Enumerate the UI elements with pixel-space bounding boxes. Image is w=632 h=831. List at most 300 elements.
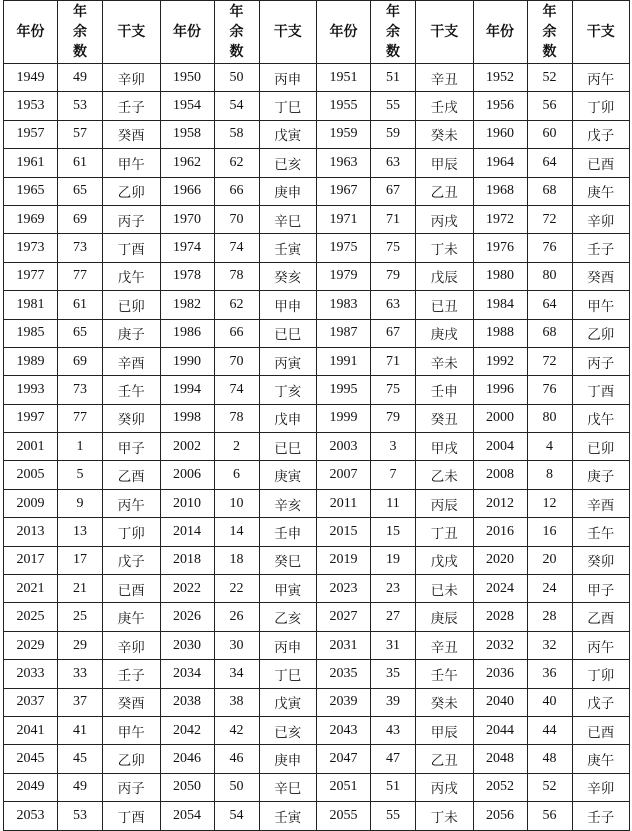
cell-remainder: 74 [214, 234, 259, 262]
cell-ganzhi: 丁卯 [572, 660, 630, 688]
cell-ganzhi: 戊子 [103, 546, 161, 574]
table-row [4, 205, 630, 233]
cell-ganzhi: 癸巳 [259, 546, 317, 574]
cell-remainder: 79 [371, 404, 416, 432]
cell-ganzhi: 丙戌 [416, 773, 474, 801]
cell-year: 2043 [317, 716, 371, 744]
cell-ganzhi: 已卯 [572, 433, 630, 461]
cell-ganzhi: 已卯 [103, 291, 161, 319]
header-ganzhi: 干支 [259, 1, 317, 64]
cell-remainder: 23 [371, 575, 416, 603]
cell-remainder: 51 [371, 773, 416, 801]
cell-ganzhi: 辛卯 [103, 631, 161, 659]
cell-remainder: 26 [214, 603, 259, 631]
cell-year: 1957 [4, 120, 58, 148]
cell-remainder: 47 [371, 745, 416, 773]
cell-year: 2014 [160, 518, 214, 546]
cell-remainder: 66 [214, 319, 259, 347]
cell-year: 2004 [473, 433, 527, 461]
cell-remainder: 33 [58, 660, 103, 688]
cell-ganzhi: 已亥 [259, 716, 317, 744]
cell-remainder: 2 [214, 433, 259, 461]
cell-year: 1995 [317, 376, 371, 404]
cell-remainder: 39 [371, 688, 416, 716]
cell-ganzhi: 丁未 [416, 802, 474, 830]
table-row [4, 489, 630, 517]
cell-ganzhi: 丙申 [259, 631, 317, 659]
cell-year: 2036 [473, 660, 527, 688]
cell-year: 2016 [473, 518, 527, 546]
cell-year: 1980 [473, 262, 527, 290]
cell-remainder: 18 [214, 546, 259, 574]
cell-ganzhi: 戊申 [259, 404, 317, 432]
cell-ganzhi: 癸亥 [259, 262, 317, 290]
table-row [4, 177, 630, 205]
cell-ganzhi: 戊戌 [416, 546, 474, 574]
table-row [4, 120, 630, 148]
cell-ganzhi: 丁酉 [103, 234, 161, 262]
cell-year: 1951 [317, 64, 371, 92]
cell-ganzhi: 甲子 [103, 433, 161, 461]
cell-ganzhi: 戊寅 [259, 688, 317, 716]
cell-ganzhi: 戊午 [572, 404, 630, 432]
cell-year: 1993 [4, 376, 58, 404]
cell-year: 1959 [317, 120, 371, 148]
cell-year: 2048 [473, 745, 527, 773]
cell-ganzhi: 丙申 [259, 64, 317, 92]
table-row [4, 347, 630, 375]
cell-ganzhi: 乙丑 [416, 745, 474, 773]
cell-year: 2031 [317, 631, 371, 659]
cell-ganzhi: 丁卯 [572, 92, 630, 120]
table-row [4, 433, 630, 461]
cell-year: 1967 [317, 177, 371, 205]
cell-ganzhi: 甲午 [103, 149, 161, 177]
cell-remainder: 34 [214, 660, 259, 688]
cell-remainder: 1 [58, 433, 103, 461]
header-remainder-char: 年 [73, 4, 87, 20]
header-remainder-char: 年 [229, 4, 244, 20]
cell-remainder: 70 [214, 347, 259, 375]
cell-ganzhi: 丙子 [572, 347, 630, 375]
cell-ganzhi: 癸丑 [416, 404, 474, 432]
cell-year: 1991 [317, 347, 371, 375]
cell-remainder: 69 [58, 347, 103, 375]
cell-year: 1972 [473, 205, 527, 233]
cell-ganzhi: 丁丑 [416, 518, 474, 546]
cell-ganzhi: 辛卯 [572, 205, 630, 233]
cell-ganzhi: 甲辰 [416, 149, 474, 177]
cell-ganzhi: 已酉 [572, 716, 630, 744]
cell-year: 1986 [160, 319, 214, 347]
cell-remainder: 78 [214, 262, 259, 290]
cell-remainder: 50 [214, 64, 259, 92]
cell-remainder: 80 [527, 404, 572, 432]
cell-ganzhi: 已酉 [572, 149, 630, 177]
cell-remainder: 68 [527, 319, 572, 347]
header-ganzhi: 干支 [572, 1, 630, 64]
cell-remainder: 70 [214, 205, 259, 233]
cell-ganzhi: 辛卯 [103, 64, 161, 92]
cell-remainder: 7 [371, 461, 416, 489]
cell-ganzhi: 辛巳 [259, 773, 317, 801]
cell-remainder: 61 [58, 149, 103, 177]
cell-ganzhi: 庚申 [259, 177, 317, 205]
table-row [4, 631, 630, 659]
cell-ganzhi: 丙戌 [416, 205, 474, 233]
cell-year: 2053 [4, 802, 58, 830]
cell-year: 2041 [4, 716, 58, 744]
cell-ganzhi: 乙卯 [103, 177, 161, 205]
cell-ganzhi: 庚申 [259, 745, 317, 773]
cell-ganzhi: 壬午 [572, 518, 630, 546]
cell-ganzhi: 乙卯 [103, 745, 161, 773]
cell-ganzhi: 丙午 [572, 631, 630, 659]
header-remainder-char: 年 [542, 4, 557, 20]
cell-ganzhi: 壬寅 [259, 234, 317, 262]
header-ganzhi: 干支 [416, 1, 474, 64]
cell-year: 2003 [317, 433, 371, 461]
cell-ganzhi: 丙午 [572, 64, 630, 92]
cell-year: 2018 [160, 546, 214, 574]
cell-ganzhi: 乙亥 [259, 603, 317, 631]
cell-ganzhi: 丙子 [103, 773, 161, 801]
cell-ganzhi: 丁酉 [572, 376, 630, 404]
header-remainder-char: 余 [542, 24, 557, 40]
cell-year: 1983 [317, 291, 371, 319]
cell-ganzhi: 丁亥 [259, 376, 317, 404]
cell-remainder: 31 [371, 631, 416, 659]
cell-year: 2038 [160, 688, 214, 716]
cell-ganzhi: 丁卯 [103, 518, 161, 546]
cell-ganzhi: 已未 [416, 575, 474, 603]
cell-remainder: 54 [214, 802, 259, 830]
cell-year: 2013 [4, 518, 58, 546]
cell-year: 1997 [4, 404, 58, 432]
cell-year: 2033 [4, 660, 58, 688]
cell-remainder: 52 [527, 64, 572, 92]
header-remainder-char: 余 [73, 24, 87, 40]
cell-remainder: 12 [527, 489, 572, 517]
cell-remainder: 48 [527, 745, 572, 773]
cell-ganzhi: 乙卯 [572, 319, 630, 347]
cell-year: 2049 [4, 773, 58, 801]
cell-year: 2040 [473, 688, 527, 716]
cell-ganzhi: 丁巳 [259, 660, 317, 688]
cell-ganzhi: 壬子 [572, 234, 630, 262]
cell-year: 2024 [473, 575, 527, 603]
cell-remainder: 40 [527, 688, 572, 716]
cell-ganzhi: 丁巳 [259, 92, 317, 120]
cell-year: 2009 [4, 489, 58, 517]
cell-remainder: 64 [527, 149, 572, 177]
cell-ganzhi: 癸卯 [103, 404, 161, 432]
cell-remainder: 14 [214, 518, 259, 546]
cell-remainder: 15 [371, 518, 416, 546]
cell-remainder: 17 [58, 546, 103, 574]
cell-year: 1961 [4, 149, 58, 177]
cell-year: 2046 [160, 745, 214, 773]
cell-remainder: 32 [527, 631, 572, 659]
cell-year: 1954 [160, 92, 214, 120]
cell-ganzhi: 甲寅 [259, 575, 317, 603]
cell-ganzhi: 癸卯 [572, 546, 630, 574]
cell-year: 2011 [317, 489, 371, 517]
cell-year: 1969 [4, 205, 58, 233]
table-row [4, 773, 630, 801]
cell-year: 1998 [160, 404, 214, 432]
header-remainder [527, 1, 572, 64]
cell-remainder: 67 [371, 177, 416, 205]
cell-ganzhi: 辛酉 [103, 347, 161, 375]
header-year: 年份 [4, 1, 58, 64]
cell-year: 1963 [317, 149, 371, 177]
cell-remainder: 52 [527, 773, 572, 801]
cell-remainder: 69 [58, 205, 103, 233]
cell-ganzhi: 丙子 [103, 205, 161, 233]
cell-ganzhi: 庚子 [572, 461, 630, 489]
cell-ganzhi: 壬申 [259, 518, 317, 546]
cell-year: 1964 [473, 149, 527, 177]
cell-remainder: 75 [371, 234, 416, 262]
cell-remainder: 50 [214, 773, 259, 801]
cell-year: 1958 [160, 120, 214, 148]
cell-year: 2034 [160, 660, 214, 688]
cell-ganzhi: 甲午 [103, 716, 161, 744]
cell-year: 1996 [473, 376, 527, 404]
cell-remainder: 80 [527, 262, 572, 290]
cell-ganzhi: 丁未 [416, 234, 474, 262]
header-remainder [371, 1, 416, 64]
cell-remainder: 20 [527, 546, 572, 574]
header-remainder-char: 数 [542, 44, 557, 60]
cell-remainder: 43 [371, 716, 416, 744]
cell-remainder: 36 [527, 660, 572, 688]
cell-year: 2054 [160, 802, 214, 830]
table-row [4, 64, 630, 92]
cell-ganzhi: 壬午 [103, 376, 161, 404]
cell-remainder: 61 [58, 291, 103, 319]
cell-remainder: 60 [527, 120, 572, 148]
cell-year: 1977 [4, 262, 58, 290]
cell-ganzhi: 庚子 [103, 319, 161, 347]
header-remainder [214, 1, 259, 64]
cell-remainder: 3 [371, 433, 416, 461]
cell-ganzhi: 戊子 [572, 688, 630, 716]
header-year: 年份 [473, 1, 527, 64]
cell-remainder: 68 [527, 177, 572, 205]
cell-ganzhi: 庚戌 [416, 319, 474, 347]
cell-remainder: 6 [214, 461, 259, 489]
cell-year: 1989 [4, 347, 58, 375]
table-body [4, 64, 630, 831]
cell-year: 1990 [160, 347, 214, 375]
cell-ganzhi: 丙辰 [416, 489, 474, 517]
cell-ganzhi: 壬子 [572, 802, 630, 830]
cell-remainder: 53 [58, 802, 103, 830]
cell-ganzhi: 已丑 [416, 291, 474, 319]
cell-remainder: 38 [214, 688, 259, 716]
header-remainder-char: 余 [386, 24, 400, 40]
cell-year: 1994 [160, 376, 214, 404]
cell-remainder: 76 [527, 376, 572, 404]
header-remainder [58, 1, 103, 64]
cell-year: 1966 [160, 177, 214, 205]
cell-year: 1975 [317, 234, 371, 262]
cell-year: 1971 [317, 205, 371, 233]
table-row [4, 234, 630, 262]
header-remainder-char: 数 [229, 44, 244, 60]
cell-year: 1960 [473, 120, 527, 148]
cell-ganzhi: 乙酉 [572, 603, 630, 631]
cell-ganzhi: 庚午 [572, 177, 630, 205]
cell-remainder: 55 [371, 802, 416, 830]
cell-remainder: 77 [58, 404, 103, 432]
cell-ganzhi: 壬午 [416, 660, 474, 688]
cell-year: 1988 [473, 319, 527, 347]
cell-remainder: 30 [214, 631, 259, 659]
table-row [4, 376, 630, 404]
cell-ganzhi: 辛巳 [259, 205, 317, 233]
cell-year: 1955 [317, 92, 371, 120]
cell-ganzhi: 辛丑 [416, 64, 474, 92]
cell-remainder: 66 [214, 177, 259, 205]
table-row [4, 92, 630, 120]
cell-remainder: 51 [371, 64, 416, 92]
cell-year: 2015 [317, 518, 371, 546]
cell-remainder: 16 [527, 518, 572, 546]
cell-remainder: 65 [58, 319, 103, 347]
cell-ganzhi: 壬寅 [259, 802, 317, 830]
cell-remainder: 72 [527, 205, 572, 233]
cell-year: 1952 [473, 64, 527, 92]
cell-ganzhi: 壬申 [416, 376, 474, 404]
cell-ganzhi: 辛酉 [572, 489, 630, 517]
cell-year: 1985 [4, 319, 58, 347]
cell-ganzhi: 庚寅 [259, 461, 317, 489]
cell-remainder: 62 [214, 291, 259, 319]
cell-year: 2019 [317, 546, 371, 574]
cell-ganzhi: 辛亥 [259, 489, 317, 517]
cell-year: 2021 [4, 575, 58, 603]
table-row [4, 802, 630, 830]
cell-remainder: 10 [214, 489, 259, 517]
table-row [4, 404, 630, 432]
cell-remainder: 21 [58, 575, 103, 603]
cell-ganzhi: 庚辰 [416, 603, 474, 631]
cell-ganzhi: 戊午 [103, 262, 161, 290]
cell-remainder: 57 [58, 120, 103, 148]
cell-ganzhi: 庚午 [103, 603, 161, 631]
cell-remainder: 35 [371, 660, 416, 688]
cell-year: 1984 [473, 291, 527, 319]
header-year: 年份 [160, 1, 214, 64]
cell-remainder: 41 [58, 716, 103, 744]
table-row [4, 603, 630, 631]
cell-remainder: 73 [58, 234, 103, 262]
cell-year: 2027 [317, 603, 371, 631]
table-row [4, 518, 630, 546]
cell-ganzhi: 甲辰 [416, 716, 474, 744]
cell-year: 2055 [317, 802, 371, 830]
cell-ganzhi: 辛卯 [572, 773, 630, 801]
header-remainder-char: 数 [73, 44, 87, 60]
cell-ganzhi: 乙酉 [103, 461, 161, 489]
cell-remainder: 27 [371, 603, 416, 631]
table-row [4, 291, 630, 319]
cell-remainder: 46 [214, 745, 259, 773]
cell-remainder: 65 [58, 177, 103, 205]
cell-year: 2056 [473, 802, 527, 830]
cell-remainder: 64 [527, 291, 572, 319]
table-row [4, 716, 630, 744]
cell-year: 1974 [160, 234, 214, 262]
table-row [4, 149, 630, 177]
cell-year: 2001 [4, 433, 58, 461]
cell-remainder: 28 [527, 603, 572, 631]
cell-remainder: 77 [58, 262, 103, 290]
cell-remainder: 56 [527, 92, 572, 120]
cell-year: 2008 [473, 461, 527, 489]
header-remainder-char: 年 [386, 4, 400, 20]
cell-year: 2023 [317, 575, 371, 603]
cell-remainder: 49 [58, 773, 103, 801]
header-year: 年份 [317, 1, 371, 64]
cell-year: 1981 [4, 291, 58, 319]
cell-year: 1949 [4, 64, 58, 92]
cell-year: 2026 [160, 603, 214, 631]
cell-ganzhi: 已酉 [103, 575, 161, 603]
cell-year: 2017 [4, 546, 58, 574]
cell-year: 2012 [473, 489, 527, 517]
cell-year: 2051 [317, 773, 371, 801]
cell-remainder: 78 [214, 404, 259, 432]
cell-year: 2039 [317, 688, 371, 716]
cell-remainder: 75 [371, 376, 416, 404]
cell-ganzhi: 癸酉 [103, 120, 161, 148]
cell-remainder: 9 [58, 489, 103, 517]
cell-remainder: 56 [527, 802, 572, 830]
cell-remainder: 73 [58, 376, 103, 404]
cell-remainder: 63 [371, 291, 416, 319]
cell-ganzhi: 甲午 [572, 291, 630, 319]
cell-remainder: 24 [527, 575, 572, 603]
cell-year: 2006 [160, 461, 214, 489]
cell-remainder: 5 [58, 461, 103, 489]
cell-remainder: 29 [58, 631, 103, 659]
cell-ganzhi: 乙未 [416, 461, 474, 489]
cell-ganzhi: 癸酉 [572, 262, 630, 290]
cell-remainder: 19 [371, 546, 416, 574]
cell-remainder: 11 [371, 489, 416, 517]
table-row [4, 575, 630, 603]
table-row [4, 319, 630, 347]
cell-ganzhi: 壬子 [103, 92, 161, 120]
cell-ganzhi: 癸未 [416, 120, 474, 148]
cell-year: 2047 [317, 745, 371, 773]
cell-ganzhi: 已巳 [259, 433, 317, 461]
cell-remainder: 76 [527, 234, 572, 262]
cell-ganzhi: 戊子 [572, 120, 630, 148]
cell-year: 1950 [160, 64, 214, 92]
cell-year: 1979 [317, 262, 371, 290]
cell-remainder: 74 [214, 376, 259, 404]
cell-ganzhi: 丙午 [103, 489, 161, 517]
cell-year: 2005 [4, 461, 58, 489]
cell-year: 1973 [4, 234, 58, 262]
cell-ganzhi: 甲戌 [416, 433, 474, 461]
cell-ganzhi: 壬子 [103, 660, 161, 688]
